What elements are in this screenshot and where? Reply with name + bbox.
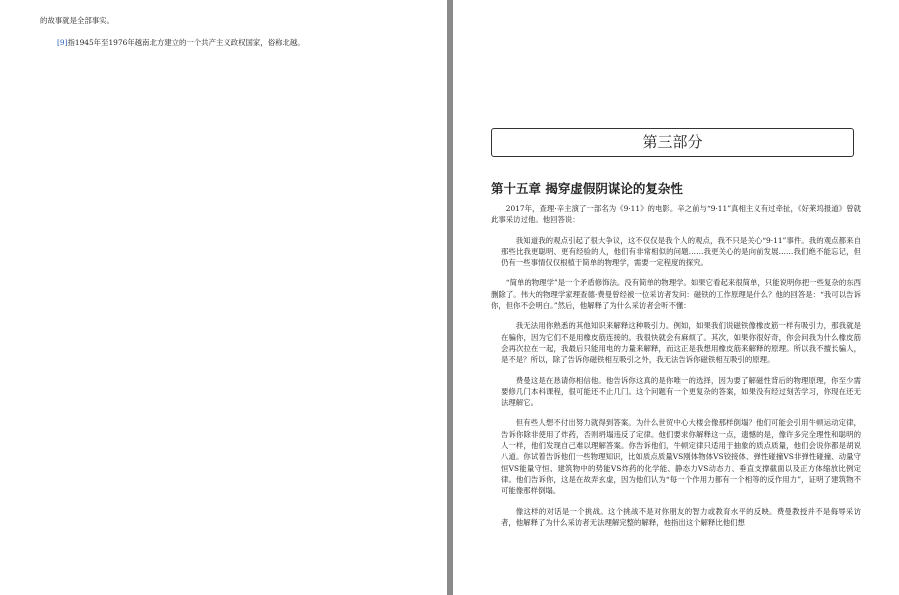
- quote-paragraph: 我知道我的观点引起了很大争议，这不仅仅是我个人的观点，我不只是关心“9·11”事件。我的观点都来自那些比我更聪明、更有经验的人，他们有非常相似的问题……我更关心的是向前发展……我们绝不能忘记，但仍有一些事情仅仅根植于简单的物理学，需要一定程度的探究。: [501, 235, 861, 268]
- body-paragraph: “简单的物理学”是一个矛盾修饰法。没有简单的物理学。如果它看起来很简单，只能说明你把一些复杂的东西删除了。伟大的物理学家理查德·费曼曾经被一位采访者发问：磁铁的工作原理是什么？他的回答是：“我可以告诉你，但你不会明白。”然后，他解释了为什么采访者会听不懂：: [491, 278, 861, 311]
- quote-paragraph: 费曼这是在恳请你相信他。他告诉你这真的是你唯一的选择，因为要了解磁性背后的物理原理，你至少需要修几门本科课程，很可能还不止几门。这个问题有一个更复杂的答案，如果没有经过刻苦学习，你现在还无法理解它。: [501, 375, 861, 408]
- footnote-marker-link[interactable]: [9]: [57, 38, 68, 47]
- quote-paragraph: 像这样的对话是一个挑战。这个挑战不是对你朋友的智力或教育水平的反映。费曼教授并不是侮辱采访者，他解释了为什么采访者无法理解完整的解释，他指出这个解释比他们想: [501, 506, 861, 527]
- quote-paragraph: 我无法用你熟悉的其他知识来解释这种吸引力。例如，如果我们说磁铁像橡皮筋一样有吸引力，那我就是在骗你，因为它们不是用橡皮筋连接的。我很快就会有麻烦了。其次，如果你很好奇，你会问我为什么橡皮筋会再次拉在一起，我最后只能用电的力量来解释，而这正是我想用橡皮筋来解释的原理。所以我不擅长骗人，是不是？所以，除了告诉你磁铁相互吸引之外，我无法告诉你磁铁相互吸引的原理。: [501, 321, 861, 365]
- part-heading: 第三部分: [491, 128, 854, 157]
- previous-text-line: 的故事就是全部事实。: [40, 16, 114, 25]
- quote-paragraph: 但有些人想不付出努力就得到答案。为什么世贸中心大楼会像那样倒塌？他们可能会引用牛顿运动定律，告诉你除非使用了炸药，否则坍塌违反了定律。他们要求你解释这一点，遗憾的是，像许多完全理性和聪明的人一样，他们发现自己难以理解答案。你告诉他们，牛顿定律只适用于抽象的质点质量，他们会说你都是胡说八道。你试着告诉他们一些物理知识，比如质点质量VS刚体物体VS铰接体、弹性碰撞VS非弹性碰撞、动量守恒VS能量守恒、建筑物中的势能VS炸药的化学能、静态力VS动态力、垂直支撑截面以及正方体缩放比例定律。他们告诉你，这是在故弄玄虚，因为他们认为“每一个作用力都有一个相等的反作用力”，证明了建筑物不可能像那样倒塌。: [501, 418, 861, 496]
- body-paragraph: 2017年，查理·辛主演了一部名为《9·11》的电影。辛之前与“9·11”真相主义有过牵扯，《好莱坞报道》曾就此事采访过他。他回答说：: [491, 204, 861, 225]
- footnote: [57, 37, 305, 48]
- chapter-body: [491, 203, 861, 537]
- footnote-text: 指1945年至1976年越南北方建立的一个共产主义政权国家，俗称北越。: [67, 38, 305, 47]
- right-page: [453, 0, 899, 595]
- left-page: [0, 0, 447, 595]
- chapter-title: 第十五章 揭穿虚假阴谋论的复杂性: [491, 181, 683, 196]
